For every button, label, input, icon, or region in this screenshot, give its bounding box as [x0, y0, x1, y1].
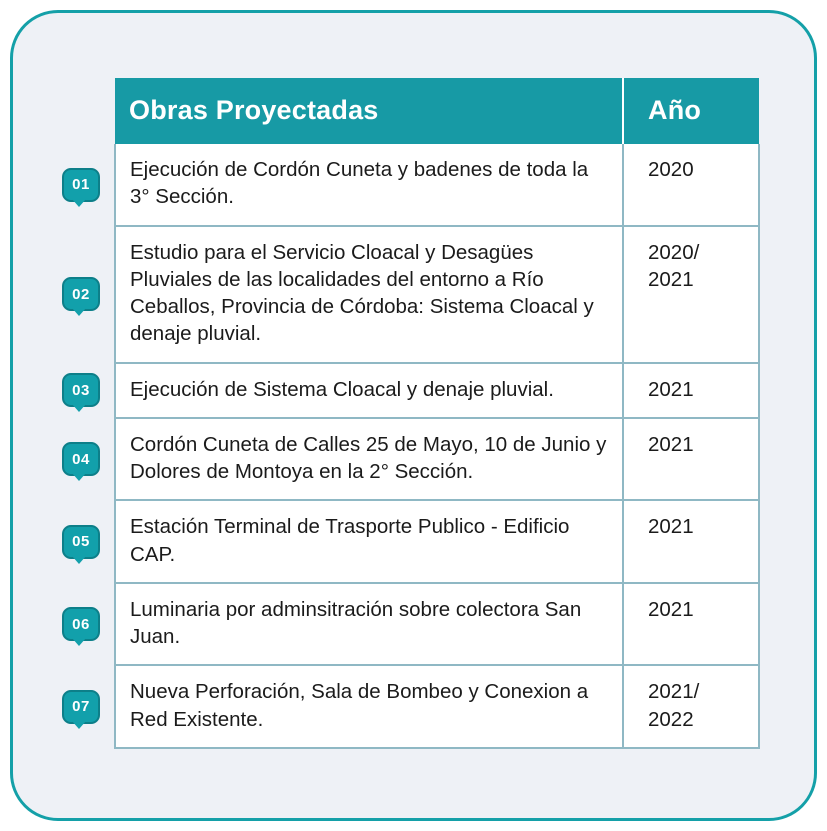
row-number-badge: 06	[62, 607, 100, 641]
cell-year: 2021	[623, 418, 759, 501]
cell-year: 2021	[623, 583, 759, 666]
cell-work-description: Estación Terminal de Trasporte Publico - Edificio CAP.	[115, 500, 623, 583]
cell-year: 2021	[623, 363, 759, 418]
table-row	[115, 226, 759, 363]
row-number-badge: 03	[62, 373, 100, 407]
row-number-badge: 02	[62, 277, 100, 311]
projected-works-table-container	[114, 78, 758, 749]
cell-work-description: Luminaria por adminsitración sobre colectora San Juan.	[115, 583, 623, 666]
table-row	[115, 500, 759, 583]
column-header-year: Año	[623, 78, 759, 144]
table-row	[115, 418, 759, 501]
cell-work-description: Cordón Cuneta de Calles 25 de Mayo, 10 de Junio y Dolores de Montoya en la 2° Sección.	[115, 418, 623, 501]
cell-year: 2020/ 2021	[623, 226, 759, 363]
cell-work-description: Estudio para el Servicio Cloacal y Desagües Pluviales de las localidades del entorno a Río Ceballos, Provincia de Córdoba: Sistema Cloacal y denaje pluvial.	[115, 226, 623, 363]
row-number-badge: 01	[62, 168, 100, 202]
row-number-badge: 07	[62, 690, 100, 724]
table-row	[115, 144, 759, 226]
table-header-row	[115, 78, 759, 144]
table-row	[115, 665, 759, 748]
table-header	[115, 78, 759, 144]
projected-works-table	[114, 78, 760, 749]
table-body	[115, 144, 759, 748]
table-row	[115, 363, 759, 418]
cell-year: 2021/ 2022	[623, 665, 759, 748]
column-header-works: Obras Proyectadas	[115, 78, 623, 144]
cell-year: 2020	[623, 144, 759, 226]
row-number-badge: 04	[62, 442, 100, 476]
row-number-badge: 05	[62, 525, 100, 559]
cell-work-description: Ejecución de Sistema Cloacal y denaje pluvial.	[115, 363, 623, 418]
cell-year: 2021	[623, 500, 759, 583]
cell-work-description: Ejecución de Cordón Cuneta y badenes de toda la 3° Sección.	[115, 144, 623, 226]
table-row	[115, 583, 759, 666]
cell-work-description: Nueva Perforación, Sala de Bombeo y Conexion a Red Existente.	[115, 665, 623, 748]
